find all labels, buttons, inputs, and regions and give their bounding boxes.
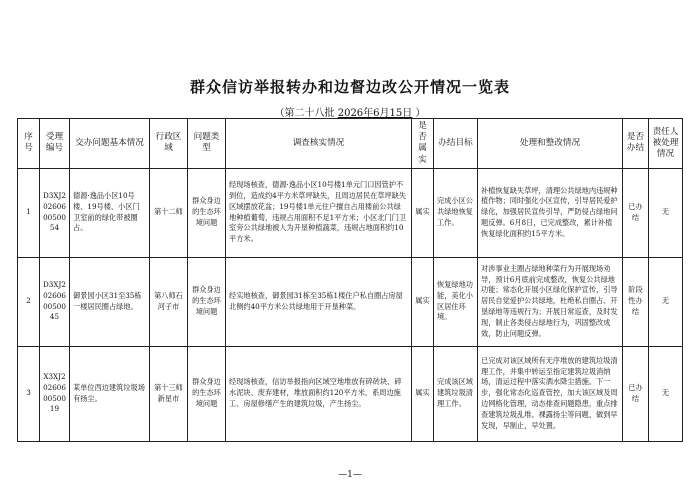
cell-done: 已办结 bbox=[623, 346, 649, 441]
table-header-row bbox=[18, 119, 683, 169]
cell-problem: 御景园小区31至35栋一楼居民圈占绿地。 bbox=[70, 257, 150, 346]
cell-goal: 完成该区域建筑垃圾清理工作。 bbox=[434, 346, 478, 441]
cell-problem: 某单位西边建筑垃圾场有扬尘。 bbox=[70, 346, 150, 441]
col-header-investigation: 调查核实情况 bbox=[226, 119, 412, 169]
cell-goal: 完成小区公共绿地恢复工作。 bbox=[434, 168, 478, 257]
col-header-done: 是否办结 bbox=[623, 119, 649, 169]
batch-suffix: ） bbox=[415, 108, 426, 119]
cell-person: 无 bbox=[649, 257, 683, 346]
cell-investigation: 经现场核查，德源·逸品小区10号楼1单元门口因管护不到位，造成约4平方米草坪缺失，且周边居民在草坪缺失区域摆放花盆；19号楼1单元住户擅自占用楼前公共绿地种植葡萄，违规占用面积不足1平方米；小区北门门卫室旁公共绿地被人为开垦种植蔬菜，违规占地面积约10平方米。 bbox=[226, 168, 412, 257]
cell-id: D3XJ2026060050045 bbox=[40, 257, 70, 346]
col-header-id: 受理编号 bbox=[40, 119, 70, 169]
col-header-person: 责任人被处理情况 bbox=[649, 119, 683, 169]
page-number: —1— bbox=[338, 470, 362, 480]
cell-handling: 对涉事业主圈占绿地种菜行为开展现场劝导，预计6月底前完成整改，恢复公共绿地功能；常态化开展小区绿化保护宣传，引导居民自觉爱护公共绿地，杜绝私自圈占、开垦绿地等违规行为；开展日常巡查，及时发现，制止各类侵占绿地行为，巩固整改成效，防止问题反弹。 bbox=[478, 257, 623, 346]
cell-handling: 已完成对该区域所有无序堆放的建筑垃圾清理工作，并集中转运至指定建筑垃圾消纳场，清运过程中落实洒水降尘措施。下一步，强化常态化巡查管控，加大该区域及周边网格化管理，动态排查问题隐患，重点排查建筑垃圾乱堆、裸露扬尘等问题，做到早发现，早制止，早处置。 bbox=[478, 346, 623, 441]
cell-type: 群众身边的生态环境问题 bbox=[188, 257, 226, 346]
cell-no: 3 bbox=[18, 346, 40, 441]
cell-handling: 补植恢复缺失草坪，清理公共绿地内违规种植作物；同时强化小区宣传，引导居民爱护绿化，加强居民宣传引导，严防侵占绿地问题反弹。6月8日，已完成整改，累计补植恢复绿化面积约15平方米。 bbox=[478, 168, 623, 257]
batch-prefix: （第二十八批 bbox=[274, 108, 335, 119]
batch-line bbox=[0, 104, 700, 119]
cell-true: 属实 bbox=[412, 346, 434, 441]
cell-true: 属实 bbox=[412, 257, 434, 346]
batch-date: 2026年6月15日 bbox=[337, 108, 413, 119]
cell-type: 群众身边的生态环境问题 bbox=[188, 168, 226, 257]
col-header-region: 行政区域 bbox=[150, 119, 188, 169]
cell-true: 属实 bbox=[412, 168, 434, 257]
cell-type: 群众身边的生态环境问题 bbox=[188, 346, 226, 441]
complaints-table bbox=[17, 118, 683, 442]
col-header-no: 序号 bbox=[18, 119, 40, 169]
table-row bbox=[18, 257, 683, 346]
cell-region: 第十二师 bbox=[150, 168, 188, 257]
cell-no: 1 bbox=[18, 168, 40, 257]
cell-done: 已办结 bbox=[623, 168, 649, 257]
cell-region: 第十三师新星市 bbox=[150, 346, 188, 441]
cell-done: 阶段性办结 bbox=[623, 257, 649, 346]
page-title: 群众信访举报转办和边督边改公开情况一览表 bbox=[189, 78, 510, 96]
col-header-true: 是否属实 bbox=[412, 119, 434, 169]
cell-person: 无 bbox=[649, 346, 683, 441]
table-row bbox=[18, 168, 683, 257]
cell-problem: 德源·逸品小区10号楼、19号楼、小区门卫室前的绿化带被圈占。 bbox=[70, 168, 150, 257]
col-header-type: 问题类型 bbox=[188, 119, 226, 169]
col-header-goal: 办结目标 bbox=[434, 119, 478, 169]
cell-goal: 恢复绿地功能，美化小区居住环境。 bbox=[434, 257, 478, 346]
cell-id: X3XJ2026060050019 bbox=[40, 346, 70, 441]
cell-region: 第八师石河子市 bbox=[150, 257, 188, 346]
col-header-problem: 交办问题基本情况 bbox=[70, 119, 150, 169]
table-row bbox=[18, 346, 683, 441]
cell-investigation: 经现场核查，信访举报指向区域空地堆放有碎砖块、碎水泥块、废弃建材，堆放面积约120平方米，系周边施工、房屋修缮产生的建筑垃圾，产生扬尘。 bbox=[226, 346, 412, 441]
cell-person: 无 bbox=[649, 168, 683, 257]
col-header-handling: 处理和整改情况 bbox=[478, 119, 623, 169]
cell-investigation: 经实地核查，御景园31栋至35栋1楼住户私自圈占房屋北侧约40平方米公共绿地用于开垦种菜。 bbox=[226, 257, 412, 346]
cell-id: D3XJ2026060050054 bbox=[40, 168, 70, 257]
cell-no: 2 bbox=[18, 257, 40, 346]
